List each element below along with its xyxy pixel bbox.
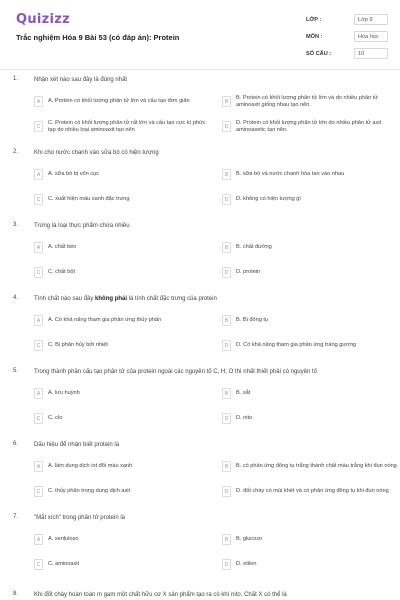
question-8-partial bbox=[0, 590, 400, 600]
option-text: C. chất bột bbox=[48, 269, 76, 275]
option-b[interactable] bbox=[222, 458, 400, 475]
option-letter: C bbox=[34, 121, 43, 132]
option-c[interactable] bbox=[34, 118, 218, 135]
option-letter: D bbox=[222, 194, 231, 205]
option-letter: A bbox=[34, 388, 43, 399]
option-text: A. Protein có khối lượng phân tử lớn và cấu tạo đơn giản bbox=[48, 98, 190, 104]
option-text: C. xuất hiện màu xanh đặc trưng bbox=[48, 196, 130, 202]
option-a[interactable] bbox=[34, 385, 218, 402]
options-grid bbox=[34, 531, 388, 573]
option-letter: D bbox=[222, 121, 231, 132]
question-5 bbox=[0, 368, 400, 427]
option-letter: C bbox=[34, 559, 43, 570]
option-c[interactable] bbox=[34, 483, 218, 500]
meta-row-grade bbox=[306, 13, 390, 26]
option-text: D. etilen bbox=[236, 561, 257, 567]
question-text: Dấu hiệu để nhận biết protein là bbox=[34, 442, 120, 448]
question-text: Khi đốt cháy hoàn toàn m gam một chất hữu cơ X sản phẩm tạo ra có khí nito. Chất X có thể là bbox=[34, 592, 287, 598]
option-d[interactable] bbox=[222, 118, 400, 135]
meta-value-grade: Lớp 9 bbox=[354, 14, 388, 25]
option-a[interactable] bbox=[34, 166, 218, 183]
option-a[interactable] bbox=[34, 458, 218, 475]
option-b[interactable] bbox=[222, 531, 400, 548]
option-text: A. xenlulozo bbox=[48, 536, 79, 542]
worksheet-title: Trắc nghiệm Hóa 9 Bài 53 (có đáp án): Protein bbox=[16, 33, 180, 42]
option-a[interactable] bbox=[34, 93, 218, 110]
option-letter: C bbox=[34, 486, 43, 497]
options-grid bbox=[34, 239, 388, 281]
option-letter: B bbox=[222, 388, 231, 399]
option-a[interactable] bbox=[34, 531, 218, 548]
question-number: 2. bbox=[13, 149, 19, 155]
question-list bbox=[0, 76, 400, 587]
option-letter: A bbox=[34, 461, 43, 472]
question-number: 5. bbox=[13, 368, 19, 374]
option-d[interactable] bbox=[222, 410, 400, 427]
options-grid bbox=[34, 166, 388, 208]
meta-label: SỐ CÂU : bbox=[306, 50, 332, 57]
question-3 bbox=[0, 222, 400, 281]
option-text: C. Protein có khối lượng phân tử rất lớn và cấu tạo cực kì phức tạp do nhiều loại aminoaxit tạo nên bbox=[48, 119, 206, 133]
option-letter: B bbox=[222, 461, 231, 472]
option-text: B. glucozo bbox=[236, 536, 263, 542]
meta-value-subject: Hóa học bbox=[354, 31, 388, 42]
header-divider bbox=[0, 69, 400, 70]
options-grid bbox=[34, 385, 388, 427]
option-letter: D bbox=[222, 267, 231, 278]
option-letter: D bbox=[222, 413, 231, 424]
option-letter: A bbox=[34, 315, 43, 326]
question-number: 4. bbox=[13, 295, 19, 301]
question-2 bbox=[0, 149, 400, 208]
option-text: D. nito bbox=[236, 415, 253, 421]
option-d[interactable] bbox=[222, 264, 400, 281]
option-text: A. chất béo bbox=[48, 244, 77, 250]
option-text: D. Protein có khối lượng phân tử lớn do nhiều phân tử axit aminoaxetic tạo nên. bbox=[236, 119, 382, 133]
option-letter: B bbox=[222, 534, 231, 545]
option-text: B. Protein có khối lượng phân tử lớn và do nhiều phân tử aminoaxit giống nhau tạo nên. bbox=[236, 94, 379, 108]
question-number: 6. bbox=[13, 441, 19, 447]
option-letter: D bbox=[222, 340, 231, 351]
option-text: A. Có khả năng tham gia phản ứng thủy phân bbox=[48, 317, 162, 323]
option-d[interactable] bbox=[222, 556, 400, 573]
option-letter: A bbox=[34, 534, 43, 545]
meta-row-count bbox=[306, 47, 390, 60]
question-7 bbox=[0, 514, 400, 573]
question-text-pre: Tính chất nào sau đây bbox=[34, 296, 96, 302]
option-b[interactable] bbox=[222, 239, 400, 256]
option-text: D. protein bbox=[236, 269, 261, 275]
question-number: 1. bbox=[13, 76, 19, 82]
option-c[interactable] bbox=[34, 264, 218, 281]
meta-row-subject bbox=[306, 30, 390, 43]
option-b[interactable] bbox=[222, 93, 400, 110]
option-d[interactable] bbox=[222, 337, 400, 354]
option-b[interactable] bbox=[222, 312, 400, 329]
option-b[interactable] bbox=[222, 385, 400, 402]
option-text: B. Bị đông tụ bbox=[236, 317, 269, 323]
option-text: B. sữa bò và nước chanh hòa tan vào nhau bbox=[236, 171, 345, 177]
option-text: D. đốt cháy có mùi khét và có phản ứng đông tụ khi đun nóng bbox=[236, 488, 389, 494]
option-letter: C bbox=[34, 413, 43, 424]
option-text: C. Bị phân hủy bởi nhiệt bbox=[48, 342, 108, 348]
option-text: A. làm dung dịch iot đổi màu xanh bbox=[48, 463, 133, 469]
question-text: Trong thành phần cấu tạo phân tử của protein ngoài các nguyên tố C, H, O thì nhất thiết phải có nguyên tố bbox=[34, 369, 317, 375]
option-letter: C bbox=[34, 267, 43, 278]
question-text: Nhận xét nào sau đây là đúng nhất bbox=[34, 77, 128, 83]
option-text: C. aminoaxit bbox=[48, 561, 80, 567]
options-grid bbox=[34, 312, 388, 354]
question-number: 8. bbox=[13, 591, 19, 597]
option-letter: B bbox=[222, 96, 231, 107]
meta-value-count: 10 bbox=[354, 48, 388, 59]
question-4 bbox=[0, 295, 400, 354]
option-text: B. chất đường bbox=[236, 244, 272, 250]
worksheet-header bbox=[0, 0, 400, 70]
option-letter: C bbox=[34, 340, 43, 351]
option-text: A. sữa bò bị vón cục bbox=[48, 171, 100, 177]
option-text: A. lưu huỳnh bbox=[48, 390, 80, 396]
option-text: B. có phản ứng đông tụ trắng thành chất màu trắng khi đun nóng bbox=[236, 463, 397, 469]
option-letter: A bbox=[34, 96, 43, 107]
option-text: C. clo bbox=[48, 415, 63, 421]
option-c[interactable] bbox=[34, 191, 218, 208]
question-1 bbox=[0, 76, 400, 135]
option-letter: B bbox=[222, 315, 231, 326]
question-number: 3. bbox=[13, 222, 19, 228]
question-text: Khi cho nước chanh vào sữa bò có hiện tượng bbox=[34, 150, 159, 156]
worksheet-meta bbox=[306, 13, 390, 64]
option-letter: D bbox=[222, 559, 231, 570]
option-text: D. không có hiện tượng gì bbox=[236, 196, 301, 202]
quizizz-logo: Quizizz bbox=[16, 12, 71, 27]
options-grid bbox=[34, 93, 388, 135]
option-text: D. Có khả năng tham gia phản ứng tráng gương bbox=[236, 342, 357, 348]
option-d[interactable] bbox=[222, 191, 400, 208]
option-letter: B bbox=[222, 242, 231, 253]
option-a[interactable] bbox=[34, 239, 218, 256]
question-text: "Mắt xích" trong phân tử protein là bbox=[34, 515, 125, 521]
question-text-emphasis: không phải bbox=[95, 296, 128, 302]
question-number: 7. bbox=[13, 514, 19, 520]
option-letter: B bbox=[222, 169, 231, 180]
meta-label: MÔN : bbox=[306, 33, 323, 40]
option-c[interactable] bbox=[34, 556, 218, 573]
option-text: B. sắt bbox=[236, 390, 251, 396]
options-grid bbox=[34, 458, 397, 500]
question-6 bbox=[0, 441, 400, 500]
question-text bbox=[34, 295, 388, 303]
option-text: C. thủy phân trong dung dịch axit bbox=[48, 488, 131, 494]
option-b[interactable] bbox=[222, 166, 400, 183]
question-text-post: là tính chất đặc trưng của protein bbox=[127, 296, 217, 302]
option-letter: A bbox=[34, 242, 43, 253]
option-a[interactable] bbox=[34, 312, 218, 329]
option-letter: D bbox=[222, 486, 231, 497]
question-text: Trứng là loại thực phẩm chứa nhiều bbox=[34, 223, 130, 229]
option-c[interactable] bbox=[34, 337, 218, 354]
option-d[interactable] bbox=[222, 483, 400, 500]
option-letter: A bbox=[34, 169, 43, 180]
option-letter: C bbox=[34, 194, 43, 205]
meta-label: LỚP : bbox=[306, 16, 322, 23]
option-c[interactable] bbox=[34, 410, 218, 427]
